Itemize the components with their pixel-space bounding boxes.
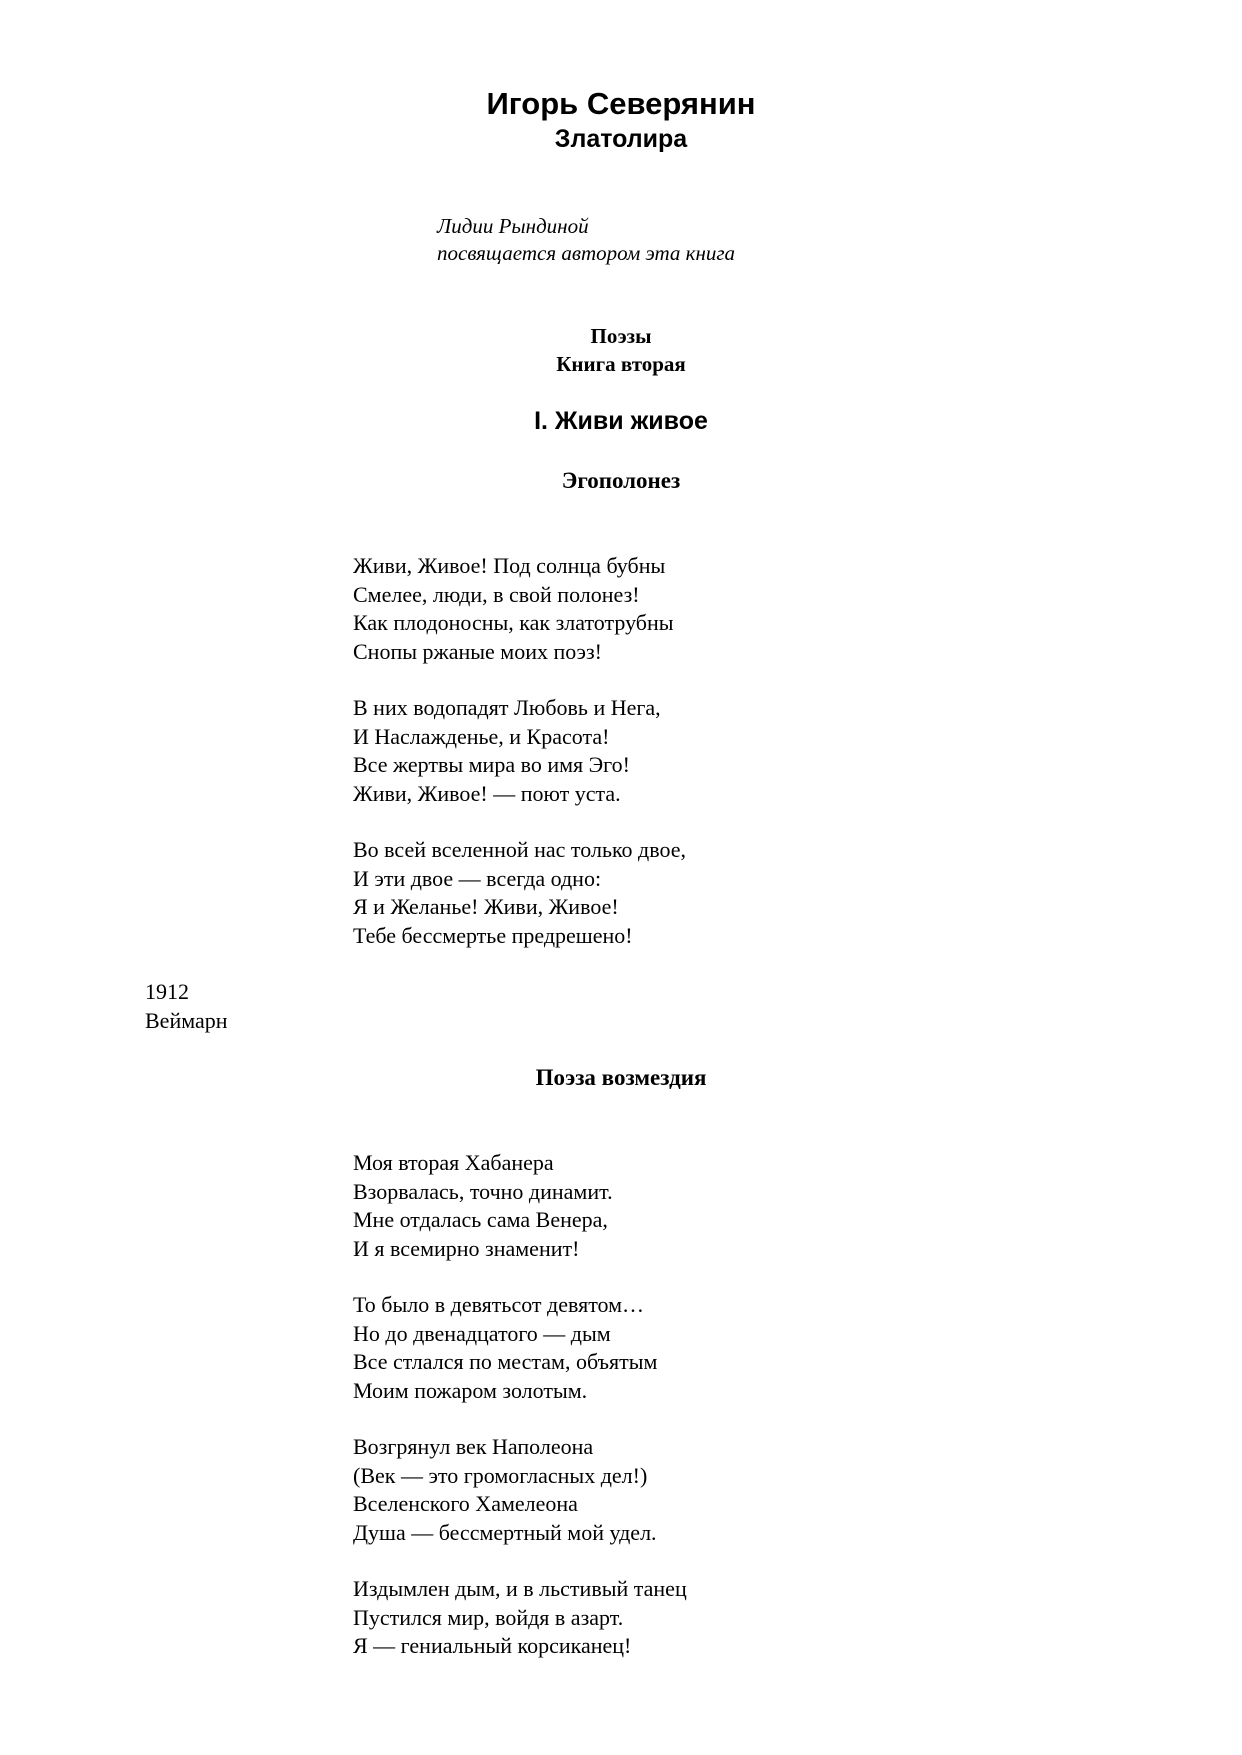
verse-line: Моим пожаром золотым. xyxy=(353,1377,588,1403)
verse-line: Во всей вселенной нас только двое, xyxy=(353,837,687,862)
verse-line: Все жертвы мира во имя Эго! xyxy=(353,752,630,777)
dedication-line: Лидии Рындиной xyxy=(437,214,589,238)
book-title: Златолира xyxy=(554,125,688,153)
verse-line: Тебе бессмертье предрешено! xyxy=(353,922,633,948)
poem-signature xyxy=(145,978,228,1035)
verse-line: В них водопадят Любовь и Нега, xyxy=(353,695,661,720)
stanza xyxy=(353,694,661,808)
stanza xyxy=(353,1149,613,1263)
verse-line: Живи, Живое! Под солнца бубны xyxy=(353,553,666,578)
verse-line: И я всемирно знаменит! xyxy=(353,1235,580,1261)
verse-line: Вселенского Хамелеона xyxy=(353,1491,578,1516)
collection-book: Книга вторая xyxy=(556,352,686,376)
verse-line: Я — гениальный корсиканец! xyxy=(353,1633,632,1658)
verse-line: Как плодоносны, как златотрубны xyxy=(353,610,674,635)
verse-line: И Наслажденье, и Красота! xyxy=(353,723,610,749)
verse-line: И эти двое — всегда одно: xyxy=(353,865,602,891)
poem-title: Эгополонез xyxy=(561,468,681,493)
verse-line: Возгрянул век Наполеона xyxy=(353,1434,594,1459)
verse-line: Смелее, люди, в свой полонез! xyxy=(353,581,640,607)
verse-line: Взорвалась, точно динамит. xyxy=(353,1178,613,1204)
signature-year: 1912 xyxy=(145,979,189,1004)
verse-line: Все стлался по местам, объятым xyxy=(353,1349,658,1374)
dedication xyxy=(437,213,735,267)
dedication-line: посвящается автором эта книга xyxy=(437,241,736,265)
verse-line: Живи, Живое! — поют уста. xyxy=(353,780,621,806)
verse-line: Но до двенадцатого — дым xyxy=(353,1320,611,1346)
stanza xyxy=(353,1291,657,1405)
collection-kind: Поэзы xyxy=(590,324,652,348)
stanza xyxy=(353,552,674,666)
verse-line: (Век — это громогласных дел!) xyxy=(353,1462,648,1488)
stanza xyxy=(353,1575,687,1661)
verse-line: Снопы ржаные моих поэз! xyxy=(353,638,602,664)
signature-place: Веймарн xyxy=(145,1007,228,1033)
verse-line: Пустился мир, войдя в азарт. xyxy=(353,1604,624,1630)
section-title: I. Живи живое xyxy=(534,407,708,435)
stanza xyxy=(353,836,686,950)
verse-line: Мне отдалась сама Венера, xyxy=(353,1207,608,1232)
verse-line: То было в девятьсот девятом… xyxy=(353,1292,645,1317)
stanza xyxy=(353,1433,657,1547)
verse-line: Моя вторая Хабанера xyxy=(353,1150,554,1175)
verse-line: Издымлен дым, и в льстивый танец xyxy=(353,1576,687,1601)
verse-line: Душа — бессмертный мой удел. xyxy=(353,1519,657,1545)
author-name: Игорь Северянин xyxy=(486,86,756,121)
poem-title: Поэза возмездия xyxy=(535,1065,707,1090)
verse-line: Я и Желанье! Живи, Живое! xyxy=(353,894,619,919)
